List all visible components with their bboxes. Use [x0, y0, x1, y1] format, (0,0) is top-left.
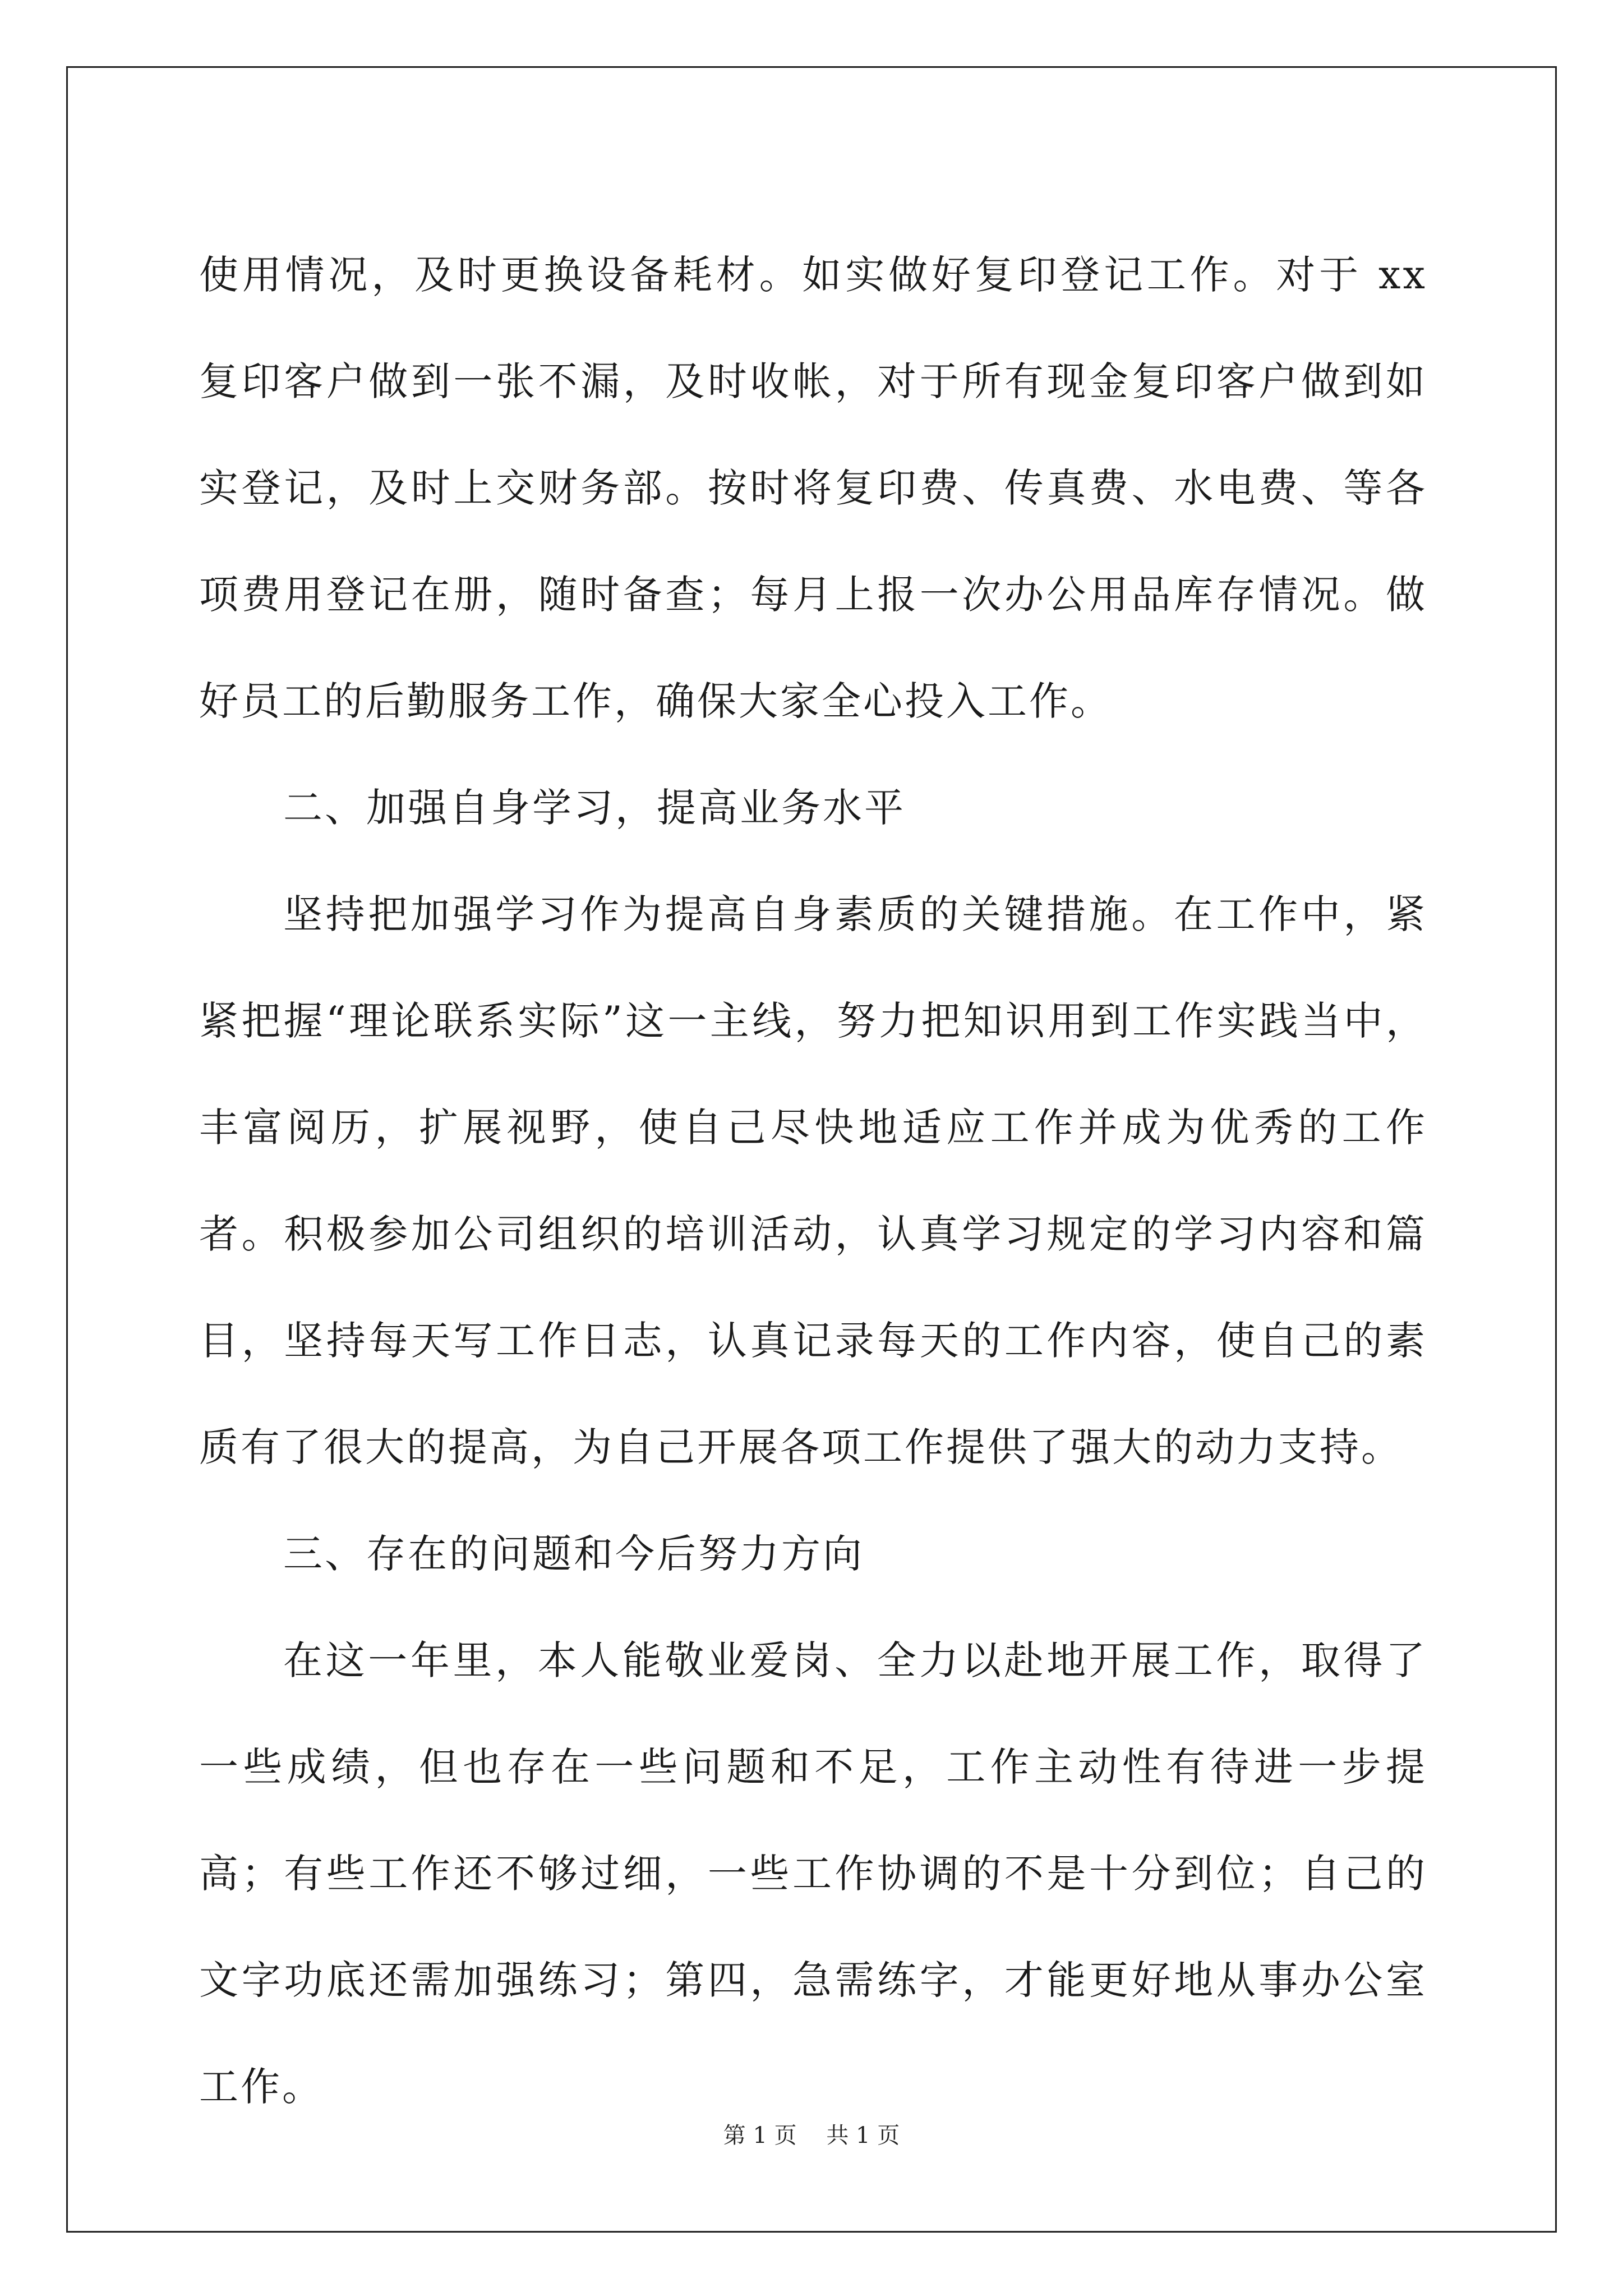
- paragraph-learning: 坚持把加强学习作为提高自身素质的关键措施。在工作中，紧紧把握“理论联系实际”这一主线，努力把知识用到工作实践当中，丰富阅历，扩展视野，使自己尽快地适应工作并成为优秀的工作者。积极参加公司组织的培训活动，认真学习规定的学习内容和篇目，坚持每天写工作日志，认真记录每天的工作内容，使自己的素质有了很大的提高，为自己开展各项工作提供了强大的动力支持。: [199, 891, 1427, 1470]
- section-heading-3: 三、存在的问题和今后努力方向: [283, 1531, 864, 1577]
- section-heading-2: 二、加强自身学习，提高业务水平: [283, 785, 906, 831]
- document-body: [199, 222, 1427, 2140]
- paragraph-continued: 使用情况，及时更换设备耗材。如实做好复印登记工作。对于 xx 复印客户做到一张不漏，及时收帐，对于所有现金复印客户做到如实登记，及时上交财务部。按时将复印费、传真费、水电费、等各项费用登记在册，随时备查；每月上报一次办公用品库存情况。做好员工的后勤服务工作，确保大家全心投入工作。: [199, 252, 1427, 724]
- page-number-footer: 第 1 页 共 1 页: [723, 2123, 900, 2148]
- paragraph-problems: 在这一年里，本人能敬业爱岗、全力以赴地开展工作，取得了一些成绩，但也存在一些问题和不足，工作主动性有待进一步提高；有些工作还不够过细，一些工作协调的不是十分到位；自己的文字功底还需加强练习；第四，急需练字，才能更好地从事办公室工作。: [199, 1637, 1427, 2110]
